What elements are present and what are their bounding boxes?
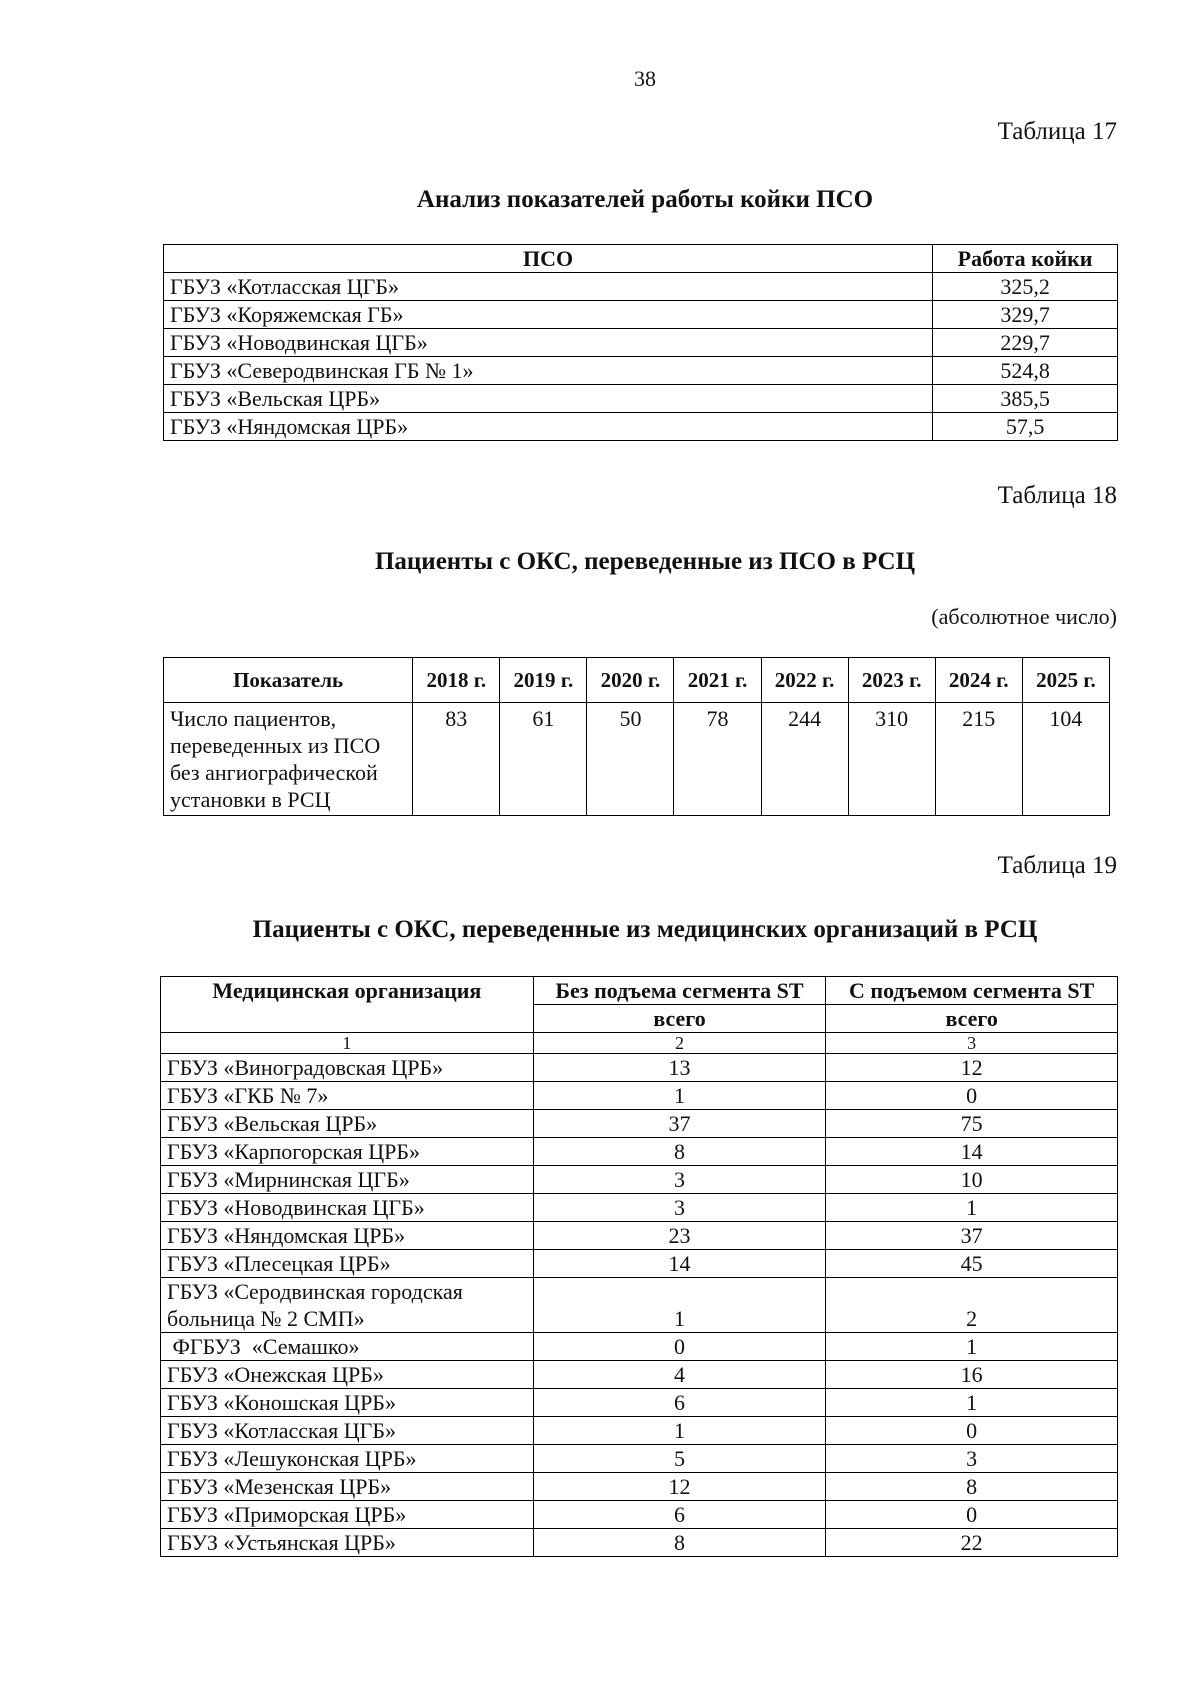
cell-value: 3 <box>826 1445 1118 1473</box>
cell-value: 2 <box>826 1278 1118 1333</box>
row-label <box>161 1278 534 1333</box>
cell-value: 6 <box>533 1501 826 1529</box>
table-row <box>161 1222 1118 1250</box>
table-row <box>161 1250 1118 1278</box>
cell-value: 37 <box>533 1110 826 1138</box>
cell-value: 1 <box>533 1278 826 1333</box>
table-17-caption: Таблица 17 <box>997 118 1117 145</box>
row-label: ГБУЗ «Вельская ЦРБ» <box>164 385 933 413</box>
row-label: ФГБУЗ «Семашко» <box>161 1333 534 1361</box>
row-label: ГБУЗ «Коряжемская ГБ» <box>164 301 933 329</box>
cell-value: 215 <box>935 703 1022 816</box>
table-19-title: Пациенты с ОКС, переведенные из медицинских организаций в РСЦ <box>252 916 1038 943</box>
table-row <box>161 1389 1118 1417</box>
cell-value: 12 <box>533 1473 826 1501</box>
column-number: 1 <box>161 1033 534 1054</box>
column-number: 2 <box>533 1033 826 1054</box>
row-label: ГБУЗ «Вельская ЦРБ» <box>161 1110 534 1138</box>
unit-note: (абсолютное число) <box>931 604 1117 629</box>
table-row <box>164 357 1118 385</box>
table-row <box>164 413 1118 441</box>
cell-value: 325,2 <box>933 273 1118 301</box>
table-19 <box>160 976 1118 1557</box>
table-row <box>161 1445 1118 1473</box>
row-label <box>164 703 413 816</box>
column-header: 2019 г. <box>500 658 587 703</box>
row-label: ГБУЗ «Лешуконская ЦРБ» <box>161 1445 534 1473</box>
column-header: 2020 г. <box>587 658 674 703</box>
row-label: ГБУЗ «Котласская ЦГБ» <box>164 273 933 301</box>
row-label-line: больница № 2 СМП» <box>167 1306 365 1331</box>
row-label: ГБУЗ «Приморская ЦРБ» <box>161 1501 534 1529</box>
cell-value: 12 <box>826 1054 1118 1082</box>
table-row <box>161 1054 1118 1082</box>
row-label: ГБУЗ «Коношская ЦРБ» <box>161 1389 534 1417</box>
column-header: 2021 г. <box>674 658 761 703</box>
cell-value: 104 <box>1022 703 1109 816</box>
table-header-row <box>164 245 1118 273</box>
column-header: 2024 г. <box>935 658 1022 703</box>
cell-value: 75 <box>826 1110 1118 1138</box>
row-label: ГБУЗ «Северодвинская ГБ № 1» <box>164 357 933 385</box>
cell-value: 229,7 <box>933 329 1118 357</box>
column-header: 2025 г. <box>1022 658 1109 703</box>
table-row <box>161 1110 1118 1138</box>
column-header: 2018 г. <box>413 658 500 703</box>
table-row <box>161 1138 1118 1166</box>
table-18 <box>163 657 1110 816</box>
column-header: Работа койки <box>933 245 1118 273</box>
table-row <box>161 1082 1118 1110</box>
cell-value: 16 <box>826 1361 1118 1389</box>
cell-value: 13 <box>533 1054 826 1082</box>
row-label-line: ГБУЗ «Сeродвинская городская <box>167 1279 463 1304</box>
table-19-caption: Таблица 19 <box>997 852 1117 879</box>
row-label: ГБУЗ «ГКБ № 7» <box>161 1082 534 1110</box>
table-row <box>161 1333 1118 1361</box>
cell-value: 1 <box>533 1082 826 1110</box>
cell-value: 10 <box>826 1166 1118 1194</box>
cell-value: 14 <box>533 1250 826 1278</box>
column-number: 3 <box>826 1033 1118 1054</box>
cell-value: 1 <box>533 1417 826 1445</box>
column-header: 2023 г. <box>848 658 935 703</box>
row-label: ГБУЗ «Няндомская ЦРБ» <box>161 1222 534 1250</box>
column-header: С подъемом сегмента ST <box>826 977 1118 1005</box>
cell-value: 0 <box>826 1501 1118 1529</box>
table-17-title: Анализ показателей работы койки ПСО <box>416 186 874 213</box>
cell-value: 37 <box>826 1222 1118 1250</box>
column-subheader: всего <box>826 1005 1118 1033</box>
column-subheader: всего <box>533 1005 826 1033</box>
table-row <box>164 329 1118 357</box>
cell-value: 8 <box>826 1473 1118 1501</box>
cell-value: 1 <box>826 1194 1118 1222</box>
table-18-caption: Таблица 18 <box>997 482 1117 509</box>
cell-value: 1 <box>826 1389 1118 1417</box>
cell-value: 8 <box>533 1529 826 1557</box>
row-label: ГБУЗ «Карпогорская ЦРБ» <box>161 1138 534 1166</box>
cell-value: 57,5 <box>933 413 1118 441</box>
cell-value: 8 <box>533 1138 826 1166</box>
row-label: ГБУЗ «Новодвинская ЦГБ» <box>164 329 933 357</box>
column-header: Показатель <box>164 658 413 703</box>
row-label: ГБУЗ «Няндомская ЦРБ» <box>164 413 933 441</box>
row-label: ГБУЗ «Котласская ЦГБ» <box>161 1417 534 1445</box>
row-label: ГБУЗ «Плесецкая ЦРБ» <box>161 1250 534 1278</box>
row-label-line: Число пациентов, <box>170 706 337 731</box>
cell-value: 310 <box>848 703 935 816</box>
cell-value: 3 <box>533 1194 826 1222</box>
column-header: Без подъема сегмента ST <box>533 977 826 1005</box>
row-label: ГБУЗ «Виноградовская ЦРБ» <box>161 1054 534 1082</box>
cell-value: 22 <box>826 1529 1118 1557</box>
cell-value: 524,8 <box>933 357 1118 385</box>
row-label-line: установки в РСЦ <box>170 787 331 812</box>
table-row <box>161 1501 1118 1529</box>
cell-value: 45 <box>826 1250 1118 1278</box>
cell-value: 5 <box>533 1445 826 1473</box>
table-row <box>164 301 1118 329</box>
cell-value: 385,5 <box>933 385 1118 413</box>
row-label: ГБУЗ «Онежская ЦРБ» <box>161 1361 534 1389</box>
table-17 <box>163 244 1118 441</box>
table-18-title: Пациенты с ОКС, переведенные из ПСО в РСЦ <box>374 548 916 575</box>
column-header: 2022 г. <box>761 658 848 703</box>
cell-value: 6 <box>533 1389 826 1417</box>
cell-value: 14 <box>826 1138 1118 1166</box>
table-row <box>161 1473 1118 1501</box>
cell-value: 329,7 <box>933 301 1118 329</box>
row-label: ГБУЗ «Мезенская ЦРБ» <box>161 1473 534 1501</box>
table-row <box>161 1194 1118 1222</box>
row-label: ГБУЗ «Устьянская ЦРБ» <box>161 1529 534 1557</box>
table-row <box>161 1361 1118 1389</box>
cell-value: 23 <box>533 1222 826 1250</box>
table-row <box>161 1417 1118 1445</box>
cell-value: 0 <box>826 1417 1118 1445</box>
cell-value: 83 <box>413 703 500 816</box>
cell-value: 244 <box>761 703 848 816</box>
row-label: ГБУЗ «Новодвинская ЦГБ» <box>161 1194 534 1222</box>
page-number: 38 <box>634 66 656 91</box>
row-label-line: переведенных из ПСО <box>170 733 381 758</box>
row-label-line: без ангиографической <box>170 760 378 785</box>
cell-value: 1 <box>826 1333 1118 1361</box>
table-header-row <box>164 658 1110 703</box>
table-row <box>161 1278 1118 1333</box>
table-header-row <box>161 977 1118 1005</box>
cell-value: 61 <box>500 703 587 816</box>
cell-value: 78 <box>674 703 761 816</box>
row-label: ГБУЗ «Мирнинская ЦГБ» <box>161 1166 534 1194</box>
table-row <box>164 273 1118 301</box>
cell-value: 3 <box>533 1166 826 1194</box>
table-row <box>161 1529 1118 1557</box>
column-header: ПСО <box>164 245 933 273</box>
cell-value: 0 <box>826 1082 1118 1110</box>
cell-value: 4 <box>533 1361 826 1389</box>
table-row <box>161 1166 1118 1194</box>
column-number-row <box>161 1033 1118 1054</box>
table-row <box>164 385 1118 413</box>
table-row <box>164 703 1110 816</box>
column-header: Медицинская организация <box>161 977 534 1033</box>
cell-value: 50 <box>587 703 674 816</box>
cell-value: 0 <box>533 1333 826 1361</box>
